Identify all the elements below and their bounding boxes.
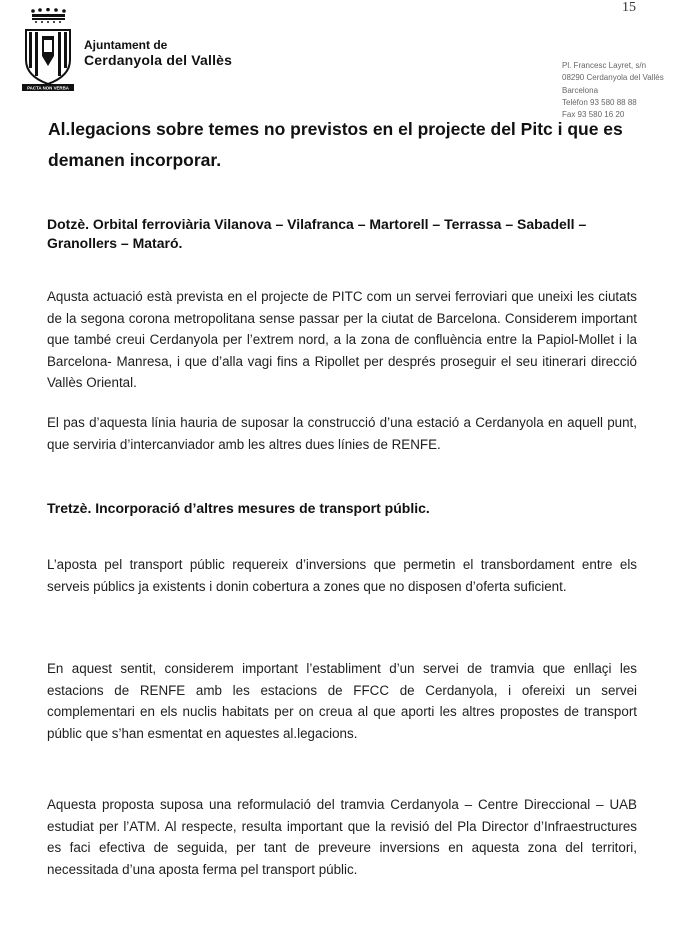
motto-text: PACTA NON VERBA: [27, 85, 69, 91]
section-heading-tretze: Tretzè. Incorporació d’altres mesures de transport públic.: [47, 500, 430, 516]
paragraph: Aqusta actuació està prevista en el projecte de PITC com un servei ferroviari que uneixi les ciutats de la segona corona metropolitana sense passar per la ciutat de Barcelona. Considerem important que també creui Cerdanyola per l’extrem nord, a la zona de confluència entre la Papiol-Mollet i la Barcelona- Manresa, i que d’alla vagi fins a Ripollet per després proseguir el seu itinerari direcció Vallès Oriental.: [47, 289, 637, 390]
fax-line: Fax 93 580 16 20: [562, 110, 625, 120]
address-line: Pl. Francesc Layret, s/n: [562, 61, 647, 70]
paragraph: Aquesta proposta suposa una reformulació del tramvia Cerdanyola – Centre Direccional – UAB estudiat per l’ATM. Al respecte, resulta important que la revisió del Pla Director d’Infraestructures es faci efectiva de seguida, per tant de preveure inversions en aquesta zona del territori, necessitada d’una aposta ferma pel transport públic.: [47, 797, 637, 877]
org-name-line2: Cerdanyola del Vallès: [84, 52, 233, 68]
paragraph: En aquest sentit, considerem important l’establiment d’un servei de tramvia que enllaçi les estacions de RENFE amb les estacions de FFCC de Cerdanyola, i ofereixi un servei complementari en els nuclis habitats per on creua al que aporti les altres propostes de transport públic que s’han esmentat en aquestes al.legacions.: [47, 661, 637, 741]
address-block: [562, 60, 664, 121]
paragraph: El pas d’aquesta línia hauria de suposar la construcció d’una estació a Cerdanyola en aquell punt, que serviria d’intercanviador amb les altres dues línies de RENFE.: [47, 415, 637, 452]
paragraph: L’aposta pel transport públic requereix d’inversions que permetin el transbordament entre els serveis públics ja existents i donin cobertura a zones que no disposen d’oferta suficient.: [47, 557, 637, 594]
city-coat-of-arms-logo: [20, 8, 76, 92]
address-line: Barcelona: [562, 85, 599, 95]
address-line: 08290 Cerdanyola del Vallès: [562, 73, 664, 83]
org-name-line1: Ajuntament de: [84, 38, 168, 52]
document-title: Al.legacions sobre temes no previstos en el projecte del Pitc i que es demanen incorporar.: [48, 119, 623, 170]
phone-line: Telèfon 93 580 88 88: [562, 97, 637, 107]
section-heading-dotze: Dotzè. Orbital ferroviària Vilanova – Vilafranca – Martorell – Terrassa – Sabadell – Granollers – Mataró.: [47, 216, 587, 251]
organization-name: [84, 38, 232, 69]
page-number: 15: [622, 0, 636, 15]
